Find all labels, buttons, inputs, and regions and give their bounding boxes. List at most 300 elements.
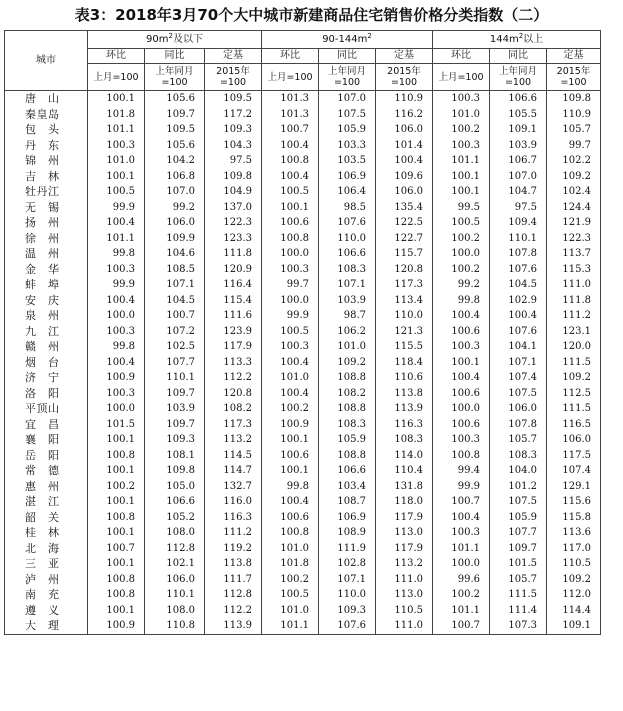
index-value: 107.4 xyxy=(490,370,547,386)
index-value: 100.1 xyxy=(88,494,145,510)
index-value: 101.1 xyxy=(433,603,490,619)
base-label-fixed: 2015年=100 xyxy=(376,64,433,91)
city-name: 烟台 xyxy=(5,355,88,371)
price-index-table xyxy=(4,30,601,635)
index-value: 109.8 xyxy=(145,463,205,479)
index-value: 115.6 xyxy=(547,494,601,510)
index-value: 100.0 xyxy=(433,556,490,572)
index-value: 111.8 xyxy=(205,246,262,262)
index-value: 113.0 xyxy=(376,525,433,541)
index-value: 109.2 xyxy=(547,370,601,386)
index-value: 106.4 xyxy=(319,184,376,200)
index-value: 108.3 xyxy=(319,417,376,433)
index-value: 104.6 xyxy=(145,246,205,262)
index-value: 100.3 xyxy=(88,138,145,154)
index-value: 100.4 xyxy=(433,510,490,526)
subheader-yoy: 同比 xyxy=(145,49,205,64)
index-value: 108.3 xyxy=(319,262,376,278)
table-title: 表3：2018年3月70个大中城市新建商品住宅销售价格分类指数（二） xyxy=(74,6,549,24)
index-value: 100.3 xyxy=(433,91,490,107)
index-value: 101.1 xyxy=(433,153,490,169)
table-row xyxy=(5,184,601,200)
index-value: 100.1 xyxy=(88,603,145,619)
index-value: 113.2 xyxy=(376,556,433,572)
index-value: 110.9 xyxy=(547,107,601,123)
index-value: 99.9 xyxy=(88,200,145,216)
index-value: 100.5 xyxy=(262,587,319,603)
index-value: 110.4 xyxy=(376,463,433,479)
index-value: 111.9 xyxy=(319,541,376,557)
index-value: 109.7 xyxy=(145,107,205,123)
index-value: 100.8 xyxy=(88,448,145,464)
index-value: 102.5 xyxy=(145,339,205,355)
city-name: 徐州 xyxy=(5,231,88,247)
index-value: 100.4 xyxy=(88,355,145,371)
index-value: 106.0 xyxy=(145,572,205,588)
index-value: 103.9 xyxy=(145,401,205,417)
index-value: 118.4 xyxy=(376,355,433,371)
index-value: 116.5 xyxy=(547,417,601,433)
index-value: 108.8 xyxy=(319,370,376,386)
table-row xyxy=(5,138,601,154)
table-row xyxy=(5,479,601,495)
index-value: 100.6 xyxy=(262,215,319,231)
index-value: 101.1 xyxy=(88,231,145,247)
index-value: 110.1 xyxy=(490,231,547,247)
index-value: 105.7 xyxy=(490,432,547,448)
subheader-yoy: 同比 xyxy=(490,49,547,64)
index-value: 109.4 xyxy=(490,215,547,231)
index-value: 100.7 xyxy=(262,122,319,138)
index-value: 105.9 xyxy=(490,510,547,526)
base-label-fixed: 2015年=100 xyxy=(547,64,601,91)
index-value: 113.4 xyxy=(376,293,433,309)
index-value: 100.4 xyxy=(262,169,319,185)
index-value: 100.1 xyxy=(433,169,490,185)
index-value: 113.3 xyxy=(205,355,262,371)
index-value: 107.0 xyxy=(490,169,547,185)
index-value: 98.5 xyxy=(319,200,376,216)
index-value: 106.8 xyxy=(145,169,205,185)
index-value: 108.3 xyxy=(490,448,547,464)
index-value: 99.2 xyxy=(145,200,205,216)
index-value: 111.2 xyxy=(205,525,262,541)
city-name: 包头 xyxy=(5,122,88,138)
subheader-mom: 环比 xyxy=(88,49,145,64)
index-value: 111.5 xyxy=(547,401,601,417)
index-value: 109.2 xyxy=(319,355,376,371)
index-value: 108.8 xyxy=(319,401,376,417)
index-value: 102.4 xyxy=(547,184,601,200)
city-name: 蚌埠 xyxy=(5,277,88,293)
index-value: 102.9 xyxy=(490,293,547,309)
index-value: 105.2 xyxy=(145,510,205,526)
index-value: 112.0 xyxy=(547,587,601,603)
index-value: 113.0 xyxy=(376,587,433,603)
index-value: 107.5 xyxy=(490,494,547,510)
index-value: 100.2 xyxy=(433,231,490,247)
index-value: 116.4 xyxy=(205,277,262,293)
index-value: 100.8 xyxy=(88,587,145,603)
table-row xyxy=(5,572,601,588)
index-value: 101.0 xyxy=(262,603,319,619)
index-value: 100.5 xyxy=(433,215,490,231)
table-row xyxy=(5,153,601,169)
index-value: 106.6 xyxy=(319,463,376,479)
index-value: 109.5 xyxy=(145,122,205,138)
index-value: 100.0 xyxy=(88,308,145,324)
index-value: 104.5 xyxy=(490,277,547,293)
index-value: 109.1 xyxy=(547,618,601,634)
city-name: 襄阳 xyxy=(5,432,88,448)
index-value: 100.1 xyxy=(433,184,490,200)
city-name: 唐山 xyxy=(5,91,88,107)
index-value: 105.9 xyxy=(319,122,376,138)
city-name: 安庆 xyxy=(5,293,88,309)
index-value: 123.3 xyxy=(205,231,262,247)
index-value: 99.9 xyxy=(433,479,490,495)
index-value: 100.4 xyxy=(433,308,490,324)
index-value: 99.6 xyxy=(433,572,490,588)
index-value: 102.8 xyxy=(319,556,376,572)
index-value: 103.4 xyxy=(319,479,376,495)
index-value: 108.0 xyxy=(145,603,205,619)
index-value: 100.1 xyxy=(433,355,490,371)
index-value: 116.0 xyxy=(205,494,262,510)
index-value: 100.1 xyxy=(88,432,145,448)
index-value: 110.6 xyxy=(376,370,433,386)
table-row xyxy=(5,200,601,216)
index-value: 100.4 xyxy=(88,293,145,309)
index-value: 101.0 xyxy=(88,153,145,169)
index-value: 101.5 xyxy=(88,417,145,433)
index-value: 105.5 xyxy=(490,107,547,123)
index-value: 100.8 xyxy=(262,525,319,541)
index-value: 100.9 xyxy=(88,370,145,386)
index-value: 116.3 xyxy=(205,510,262,526)
table-row xyxy=(5,215,601,231)
city-name: 金华 xyxy=(5,262,88,278)
index-value: 117.5 xyxy=(547,448,601,464)
index-value: 113.7 xyxy=(547,246,601,262)
index-value: 108.2 xyxy=(205,401,262,417)
index-value: 103.9 xyxy=(319,293,376,309)
index-value: 106.2 xyxy=(319,324,376,340)
index-value: 100.8 xyxy=(262,153,319,169)
index-value: 109.8 xyxy=(205,169,262,185)
base-label-mom: 上月=100 xyxy=(88,64,145,91)
index-value: 111.5 xyxy=(490,587,547,603)
city-name: 无锡 xyxy=(5,200,88,216)
index-value: 117.0 xyxy=(547,541,601,557)
index-value: 100.0 xyxy=(262,293,319,309)
index-value: 108.5 xyxy=(145,262,205,278)
index-value: 102.1 xyxy=(145,556,205,572)
index-value: 110.5 xyxy=(376,603,433,619)
city-name: 南充 xyxy=(5,587,88,603)
index-value: 103.9 xyxy=(490,138,547,154)
table-row xyxy=(5,246,601,262)
index-value: 109.3 xyxy=(319,603,376,619)
index-value: 101.1 xyxy=(88,122,145,138)
index-value: 137.0 xyxy=(205,200,262,216)
index-value: 106.6 xyxy=(145,494,205,510)
index-value: 109.5 xyxy=(205,91,262,107)
index-value: 99.8 xyxy=(433,293,490,309)
index-value: 100.0 xyxy=(433,401,490,417)
city-name: 秦皇岛 xyxy=(5,107,88,123)
index-value: 100.8 xyxy=(88,510,145,526)
index-value: 109.7 xyxy=(145,386,205,402)
index-value: 105.6 xyxy=(145,91,205,107)
table-row xyxy=(5,448,601,464)
index-value: 100.1 xyxy=(88,463,145,479)
index-value: 120.0 xyxy=(547,339,601,355)
table-row xyxy=(5,525,601,541)
table-row xyxy=(5,463,601,479)
index-value: 112.5 xyxy=(547,386,601,402)
index-value: 101.8 xyxy=(262,556,319,572)
header-row-groups xyxy=(5,31,601,49)
table-row xyxy=(5,277,601,293)
index-value: 100.7 xyxy=(433,494,490,510)
index-value: 100.3 xyxy=(433,339,490,355)
index-value: 109.8 xyxy=(547,91,601,107)
index-value: 101.5 xyxy=(490,556,547,572)
index-value: 97.5 xyxy=(490,200,547,216)
city-name: 牡丹江 xyxy=(5,184,88,200)
index-value: 120.9 xyxy=(205,262,262,278)
index-value: 109.1 xyxy=(490,122,547,138)
index-value: 100.4 xyxy=(433,370,490,386)
index-value: 111.2 xyxy=(547,308,601,324)
index-value: 110.0 xyxy=(319,587,376,603)
header-row-types xyxy=(5,49,601,64)
index-value: 100.3 xyxy=(262,339,319,355)
table-row xyxy=(5,587,601,603)
index-value: 114.7 xyxy=(205,463,262,479)
index-value: 109.2 xyxy=(547,572,601,588)
index-value: 114.5 xyxy=(205,448,262,464)
index-value: 106.6 xyxy=(319,246,376,262)
index-value: 131.8 xyxy=(376,479,433,495)
index-value: 100.6 xyxy=(433,324,490,340)
index-value: 118.0 xyxy=(376,494,433,510)
index-value: 99.9 xyxy=(88,277,145,293)
index-value: 100.3 xyxy=(433,432,490,448)
index-value: 107.6 xyxy=(490,324,547,340)
index-value: 108.0 xyxy=(145,525,205,541)
table-row xyxy=(5,308,601,324)
index-value: 103.3 xyxy=(319,138,376,154)
base-label-mom: 上月=100 xyxy=(433,64,490,91)
index-value: 115.8 xyxy=(547,510,601,526)
index-value: 114.4 xyxy=(547,603,601,619)
index-value: 119.2 xyxy=(205,541,262,557)
table-row xyxy=(5,417,601,433)
index-value: 107.1 xyxy=(145,277,205,293)
index-value: 108.2 xyxy=(319,386,376,402)
index-value: 102.2 xyxy=(547,153,601,169)
subheader-base: 定基 xyxy=(376,49,433,64)
index-value: 109.7 xyxy=(490,541,547,557)
index-value: 116.3 xyxy=(376,417,433,433)
index-value: 101.3 xyxy=(262,91,319,107)
base-label-fixed: 2015年=100 xyxy=(205,64,262,91)
index-value: 106.7 xyxy=(490,153,547,169)
city-name: 吉林 xyxy=(5,169,88,185)
index-value: 110.9 xyxy=(376,91,433,107)
index-value: 112.8 xyxy=(145,541,205,557)
index-value: 100.8 xyxy=(262,231,319,247)
index-value: 107.6 xyxy=(319,215,376,231)
table-row xyxy=(5,541,601,557)
index-value: 117.9 xyxy=(205,339,262,355)
index-value: 100.9 xyxy=(88,618,145,634)
index-value: 101.8 xyxy=(88,107,145,123)
index-value: 108.8 xyxy=(319,448,376,464)
index-value: 104.0 xyxy=(490,463,547,479)
city-column-header: 城市 xyxy=(5,31,88,91)
index-value: 100.2 xyxy=(433,262,490,278)
index-value: 100.2 xyxy=(88,479,145,495)
index-value: 104.1 xyxy=(490,339,547,355)
index-value: 99.8 xyxy=(262,479,319,495)
index-value: 104.3 xyxy=(205,138,262,154)
index-value: 103.5 xyxy=(319,153,376,169)
index-value: 107.1 xyxy=(490,355,547,371)
city-name: 湛江 xyxy=(5,494,88,510)
base-label-mom: 上月=100 xyxy=(262,64,319,91)
index-value: 107.7 xyxy=(490,525,547,541)
index-value: 101.0 xyxy=(262,370,319,386)
index-value: 107.6 xyxy=(319,618,376,634)
index-value: 109.7 xyxy=(145,417,205,433)
index-value: 100.2 xyxy=(433,587,490,603)
index-value: 100.1 xyxy=(88,91,145,107)
index-value: 110.1 xyxy=(145,370,205,386)
table-row xyxy=(5,618,601,634)
index-value: 100.3 xyxy=(88,386,145,402)
index-value: 108.3 xyxy=(376,432,433,448)
index-value: 107.7 xyxy=(145,355,205,371)
index-value: 113.9 xyxy=(376,401,433,417)
index-value: 109.3 xyxy=(205,122,262,138)
city-name: 宜昌 xyxy=(5,417,88,433)
table-row xyxy=(5,355,601,371)
index-value: 109.9 xyxy=(145,231,205,247)
index-value: 108.7 xyxy=(319,494,376,510)
index-value: 107.8 xyxy=(490,246,547,262)
index-value: 121.3 xyxy=(376,324,433,340)
index-value: 99.2 xyxy=(433,277,490,293)
index-value: 100.9 xyxy=(262,417,319,433)
table-row xyxy=(5,603,601,619)
index-value: 100.4 xyxy=(490,308,547,324)
city-name: 常德 xyxy=(5,463,88,479)
index-value: 100.6 xyxy=(433,417,490,433)
index-value: 114.0 xyxy=(376,448,433,464)
index-value: 100.0 xyxy=(433,246,490,262)
index-value: 107.4 xyxy=(547,463,601,479)
city-name: 泉州 xyxy=(5,308,88,324)
index-value: 100.6 xyxy=(262,510,319,526)
index-value: 100.8 xyxy=(433,448,490,464)
city-name: 丹东 xyxy=(5,138,88,154)
city-name: 惠州 xyxy=(5,479,88,495)
index-value: 99.7 xyxy=(547,138,601,154)
index-value: 100.0 xyxy=(262,246,319,262)
index-value: 104.9 xyxy=(205,184,262,200)
index-value: 117.9 xyxy=(376,541,433,557)
city-name: 韶关 xyxy=(5,510,88,526)
index-value: 106.0 xyxy=(376,122,433,138)
index-value: 106.0 xyxy=(145,215,205,231)
index-value: 99.8 xyxy=(88,246,145,262)
index-value: 115.5 xyxy=(376,339,433,355)
subheader-base: 定基 xyxy=(205,49,262,64)
city-name: 桂林 xyxy=(5,525,88,541)
index-value: 110.8 xyxy=(145,618,205,634)
index-value: 100.6 xyxy=(433,386,490,402)
index-value: 105.7 xyxy=(490,572,547,588)
index-value: 107.8 xyxy=(490,417,547,433)
city-name: 赣州 xyxy=(5,339,88,355)
table-body xyxy=(5,91,601,635)
index-value: 100.4 xyxy=(88,215,145,231)
table-row xyxy=(5,386,601,402)
city-name: 九江 xyxy=(5,324,88,340)
index-value: 97.5 xyxy=(205,153,262,169)
index-value: 129.1 xyxy=(547,479,601,495)
index-value: 101.2 xyxy=(490,479,547,495)
index-value: 105.7 xyxy=(547,122,601,138)
table-row xyxy=(5,432,601,448)
table-row xyxy=(5,262,601,278)
index-value: 107.6 xyxy=(490,262,547,278)
index-value: 100.1 xyxy=(262,200,319,216)
index-value: 100.2 xyxy=(433,122,490,138)
city-name: 岳阳 xyxy=(5,448,88,464)
index-value: 100.4 xyxy=(262,138,319,154)
index-value: 107.2 xyxy=(145,324,205,340)
index-value: 100.1 xyxy=(88,169,145,185)
index-value: 113.6 xyxy=(547,525,601,541)
index-value: 100.4 xyxy=(262,355,319,371)
subheader-mom: 环比 xyxy=(262,49,319,64)
index-value: 101.0 xyxy=(262,541,319,557)
index-value: 106.0 xyxy=(547,432,601,448)
index-value: 115.3 xyxy=(547,262,601,278)
group-header-144-above: $144m^2$以上 xyxy=(433,31,601,49)
index-value: 100.3 xyxy=(88,262,145,278)
index-value: 99.8 xyxy=(88,339,145,355)
table-row xyxy=(5,293,601,309)
index-value: 112.2 xyxy=(205,603,262,619)
index-value: 101.1 xyxy=(433,541,490,557)
index-value: 116.2 xyxy=(376,107,433,123)
index-value: 109.6 xyxy=(376,169,433,185)
index-value: 135.4 xyxy=(376,200,433,216)
index-value: 100.5 xyxy=(262,324,319,340)
index-value: 113.8 xyxy=(205,556,262,572)
index-value: 104.5 xyxy=(145,293,205,309)
table-row xyxy=(5,169,601,185)
index-value: 107.0 xyxy=(145,184,205,200)
table-row xyxy=(5,324,601,340)
index-value: 101.0 xyxy=(433,107,490,123)
index-value: 120.8 xyxy=(205,386,262,402)
